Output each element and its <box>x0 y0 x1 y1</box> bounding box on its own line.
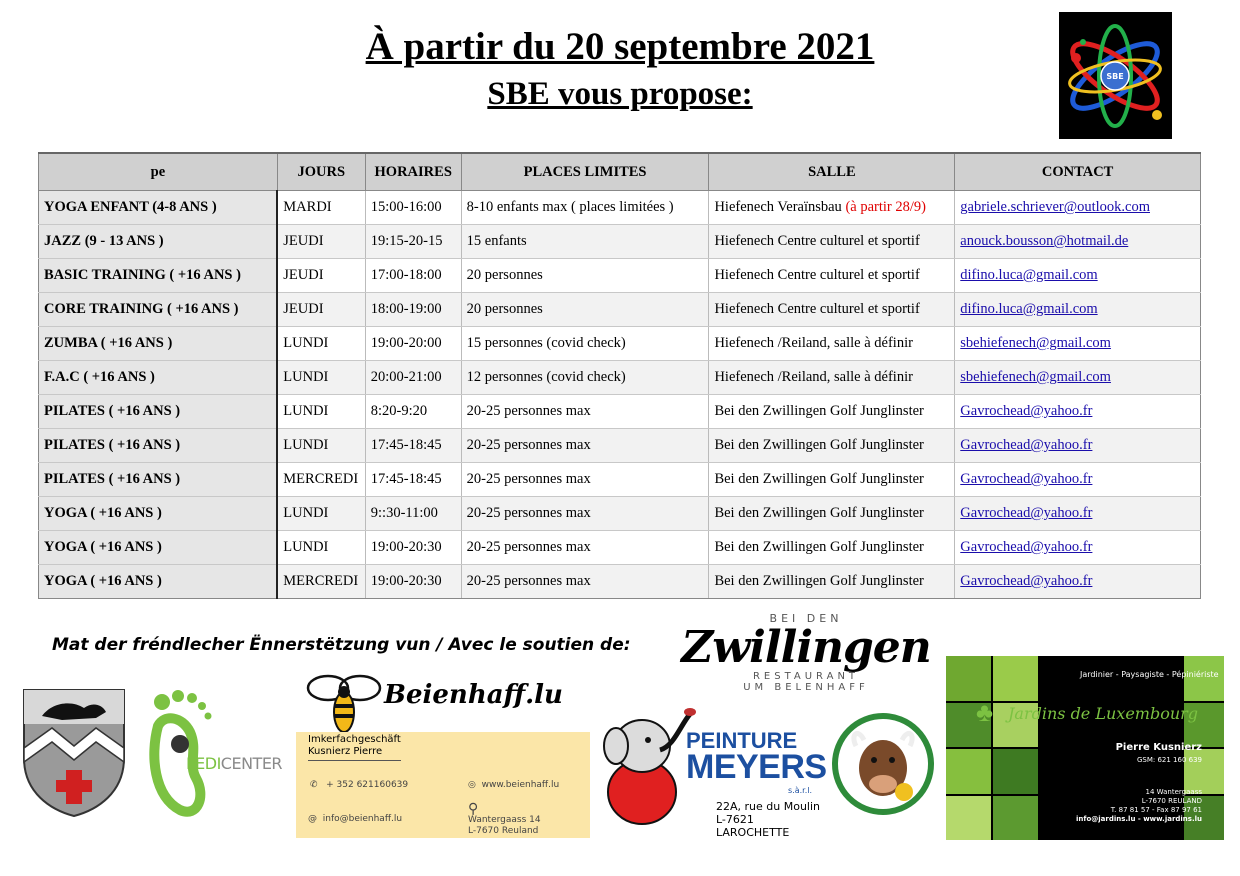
jardins-logo <box>946 656 1224 840</box>
time-cell: 17:45-18:45 <box>365 429 461 463</box>
bull-badge-icon <box>832 712 934 816</box>
bull-badge-logo <box>832 712 934 821</box>
contact-cell <box>955 497 1201 531</box>
contact-email-link[interactable]: gabriele.schriever@outlook.com <box>960 199 1150 215</box>
beienhaff-line2: Kusnierz Pierre <box>308 746 383 757</box>
places-cell: 20 personnes <box>461 259 709 293</box>
zwillingen-top: BEI DEN <box>769 612 843 625</box>
header-activity: pe <box>39 153 278 191</box>
day-cell: JEUDI <box>277 259 365 293</box>
time-cell: 18:00-19:00 <box>365 293 461 327</box>
activity-cell: YOGA ( +16 ANS ) <box>39 565 278 599</box>
pedicenter-name <box>186 754 282 773</box>
contact-email-link[interactable]: Gavrochead@yahoo.fr <box>960 403 1093 419</box>
zwillingen-logo <box>672 612 940 700</box>
web-row <box>468 780 559 790</box>
beienhaff-addr2: L-7670 Reuland <box>468 826 539 836</box>
time-cell: 19:00-20:30 <box>365 565 461 599</box>
table-row <box>39 429 1201 463</box>
table-header-row <box>39 153 1201 191</box>
beienhaff-name: Beienhaff.lu <box>384 680 563 710</box>
day-cell: JEUDI <box>277 293 365 327</box>
pedicenter-name-a: PEDI <box>186 754 221 773</box>
jardins-address <box>1040 788 1202 824</box>
table-row <box>39 361 1201 395</box>
time-cell: 17:45-18:45 <box>365 463 461 497</box>
table-row <box>39 191 1201 225</box>
places-cell: 20-25 personnes max <box>461 395 709 429</box>
table-row <box>39 225 1201 259</box>
day-cell: LUNDI <box>277 395 365 429</box>
elephant-painter-icon <box>600 706 696 828</box>
time-cell: 9::30-11:00 <box>365 497 461 531</box>
contact-email-link[interactable]: sbehiefenech@gmail.com <box>960 369 1111 385</box>
footprint-icon <box>140 686 290 818</box>
leaf-photo <box>946 796 991 841</box>
time-cell: 8:20-9:20 <box>365 395 461 429</box>
day-cell: JEUDI <box>277 225 365 259</box>
activity-cell: ZUMBA ( +16 ANS ) <box>39 327 278 361</box>
time-cell: 15:00-16:00 <box>365 191 461 225</box>
room-cell: Bei den Zwillingen Golf Junglinster <box>709 565 955 599</box>
table-row <box>39 259 1201 293</box>
places-cell: 20-25 personnes max <box>461 565 709 599</box>
meyers-line2: MEYERS <box>686 748 827 786</box>
page-subtitle: SBE vous propose: <box>487 76 753 112</box>
time-cell: 19:15-20-15 <box>365 225 461 259</box>
places-cell: 20-25 personnes max <box>461 463 709 497</box>
contact-cell <box>955 225 1201 259</box>
activity-cell: YOGA ( +16 ANS ) <box>39 531 278 565</box>
beienhaff-line1: Imkerfachgeschäft <box>308 734 401 745</box>
coat-of-arms-logo <box>22 688 126 823</box>
sbe-logo <box>1059 12 1172 139</box>
bee-icon <box>306 670 382 736</box>
room-cell: Hiefenech Centre culturel et sportif <box>709 225 955 259</box>
room-name: Hiefenech Veraïnsbau <box>714 199 846 215</box>
contact-email-link[interactable]: anouck.bousson@hotmail.de <box>960 233 1129 249</box>
leaf-photo <box>946 656 991 701</box>
beienhaff-web: www.beienhaff.lu <box>481 780 560 790</box>
atom-logo-icon <box>1059 12 1172 139</box>
header-contact: CONTACT <box>955 153 1201 191</box>
contact-cell <box>955 531 1201 565</box>
email-row <box>308 814 402 824</box>
jardins-web: info@jardins.lu - www.jardins.lu <box>1076 815 1202 823</box>
contact-email-link[interactable]: difino.luca@gmail.com <box>960 267 1098 283</box>
zwillingen-sub2: UM BELENHAFF <box>743 682 869 693</box>
tree-icon: ♣ <box>976 698 994 727</box>
table-row <box>39 497 1201 531</box>
contact-email-link[interactable]: difino.luca@gmail.com <box>960 301 1098 317</box>
phone-row <box>310 780 408 790</box>
contact-cell <box>955 565 1201 599</box>
contact-cell <box>955 259 1201 293</box>
activity-cell: YOGA ( +16 ANS ) <box>39 497 278 531</box>
room-cell: Bei den Zwillingen Golf Junglinster <box>709 497 955 531</box>
activity-cell: PILATES ( +16 ANS ) <box>39 463 278 497</box>
contact-cell <box>955 361 1201 395</box>
header-horaires: HORAIRES <box>365 153 461 191</box>
room-cell: Bei den Zwillingen Golf Junglinster <box>709 531 955 565</box>
table-row <box>39 565 1201 599</box>
contact-cell <box>955 395 1201 429</box>
places-cell: 15 enfants <box>461 225 709 259</box>
at-icon: @ <box>308 814 317 824</box>
places-cell: 20-25 personnes max <box>461 429 709 463</box>
places-cell: 20-25 personnes max <box>461 497 709 531</box>
leaf-photo <box>993 749 1038 794</box>
schedule-table <box>38 152 1201 599</box>
places-cell: 15 personnes (covid check) <box>461 327 709 361</box>
day-cell: LUNDI <box>277 497 365 531</box>
globe-icon: ◎ <box>468 780 476 790</box>
meyers-logo <box>600 706 830 839</box>
pedicenter-name-b: CENTER <box>220 754 283 773</box>
support-text: Mat der fréndlecher Ënnerstëtzung vun / Avec le soutien de: <box>52 635 631 655</box>
zwillingen-name: Zwillingen <box>681 622 931 673</box>
sbe-logo-text: SBE <box>1106 72 1124 81</box>
day-cell: LUNDI <box>277 531 365 565</box>
beienhaff-email: info@beienhaff.lu <box>322 814 403 824</box>
places-cell: 12 personnes (covid check) <box>461 361 709 395</box>
jardins-person: Pierre Kusnierz <box>1115 742 1202 753</box>
activity-cell: F.A.C ( +16 ANS ) <box>39 361 278 395</box>
room-cell: Hiefenech Centre culturel et sportif <box>709 293 955 327</box>
header-jours: JOURS <box>277 153 365 191</box>
contact-email-link[interactable]: Gavrochead@yahoo.fr <box>960 505 1093 521</box>
contact-cell <box>955 463 1201 497</box>
table-row <box>39 395 1201 429</box>
activity-cell: BASIC TRAINING ( +16 ANS ) <box>39 259 278 293</box>
room-cell: Hiefenech /Reiland, salle à définir <box>709 327 955 361</box>
table-row <box>39 531 1201 565</box>
table-row <box>39 463 1201 497</box>
table-row <box>39 293 1201 327</box>
leaf-photo <box>946 749 991 794</box>
room-cell <box>709 191 955 225</box>
room-cell: Bei den Zwillingen Golf Junglinster <box>709 395 955 429</box>
contact-cell <box>955 327 1201 361</box>
leaf-photo-grid <box>946 656 1038 840</box>
table-row <box>39 327 1201 361</box>
contact-email-link[interactable]: Gavrochead@yahoo.fr <box>960 437 1093 453</box>
room-cell: Hiefenech Centre culturel et sportif <box>709 259 955 293</box>
activity-cell: PILATES ( +16 ANS ) <box>39 395 278 429</box>
meyers-suffix: s.à.r.l. <box>788 786 813 795</box>
beienhaff-logo <box>296 668 590 838</box>
beienhaff-owner <box>308 734 401 761</box>
contact-cell <box>955 191 1201 225</box>
room-note: (à partir 28/9) <box>845 199 926 215</box>
places-cell: 20-25 personnes max <box>461 531 709 565</box>
places-cell: 8-10 enfants max ( places limitées ) <box>461 191 709 225</box>
jardins-tagline: Jardinier - Paysagiste - Pépiniériste <box>1080 670 1219 679</box>
meyers-address <box>716 800 830 839</box>
time-cell: 19:00-20:00 <box>365 327 461 361</box>
leaf-photo <box>993 796 1038 841</box>
leaf-photo <box>993 656 1038 701</box>
contact-cell <box>955 429 1201 463</box>
location-pin-icon: ⚲ <box>468 801 479 817</box>
room-cell: Hiefenech /Reiland, salle à définir <box>709 361 955 395</box>
header-salle: SALLE <box>709 153 955 191</box>
contact-email-link[interactable]: Gavrochead@yahoo.fr <box>960 573 1093 589</box>
header-places: PLACES LIMITES <box>461 153 709 191</box>
meyers-line1: PEINTURE <box>686 728 798 753</box>
contact-email-link[interactable]: Gavrochead@yahoo.fr <box>960 539 1093 555</box>
time-cell: 17:00-18:00 <box>365 259 461 293</box>
pedicenter-logo <box>140 686 290 818</box>
day-cell: MERCREDI <box>277 565 365 599</box>
contact-email-link[interactable]: sbehiefenech@gmail.com <box>960 335 1111 351</box>
room-cell: Bei den Zwillingen Golf Junglinster <box>709 429 955 463</box>
activity-cell: CORE TRAINING ( +16 ANS ) <box>39 293 278 327</box>
jardins-addr1: 14 Wantergaass <box>1145 788 1202 796</box>
activity-cell: YOGA ENFANT (4-8 ANS ) <box>39 191 278 225</box>
day-cell: LUNDI <box>277 429 365 463</box>
day-cell: LUNDI <box>277 361 365 395</box>
jardins-tel: T. 87 81 57 - Fax 87 97 61 <box>1110 806 1202 814</box>
jardins-name: Jardins de Luxembourg <box>1008 704 1199 723</box>
jardins-addr2: L-7670 REULAND <box>1141 797 1202 805</box>
address-row <box>468 801 541 837</box>
beienhaff-phone: + 352 621160639 <box>326 780 409 790</box>
phone-icon: ✆ <box>310 780 318 790</box>
contact-email-link[interactable]: Gavrochead@yahoo.fr <box>960 471 1093 487</box>
jardins-gsm: GSM: 621 160 639 <box>1136 756 1202 764</box>
zwillingen-sub1: RESTAURANT <box>752 671 860 682</box>
page-title: À partir du 20 septembre 2021 <box>365 25 875 68</box>
coat-of-arms-icon <box>22 688 126 818</box>
places-cell: 20 personnes <box>461 293 709 327</box>
meyers-addr2: L-7621 LAROCHETTE <box>716 813 790 839</box>
time-cell: 20:00-21:00 <box>365 361 461 395</box>
day-cell: MARDI <box>277 191 365 225</box>
day-cell: LUNDI <box>277 327 365 361</box>
beienhaff-addr1: Wantergaass 14 <box>468 815 541 825</box>
meyers-addr1: 22A, rue du Moulin <box>716 800 821 813</box>
room-cell: Bei den Zwillingen Golf Junglinster <box>709 463 955 497</box>
contact-cell <box>955 293 1201 327</box>
day-cell: MERCREDI <box>277 463 365 497</box>
activity-cell: JAZZ (9 - 13 ANS ) <box>39 225 278 259</box>
time-cell: 19:00-20:30 <box>365 531 461 565</box>
activity-cell: PILATES ( +16 ANS ) <box>39 429 278 463</box>
